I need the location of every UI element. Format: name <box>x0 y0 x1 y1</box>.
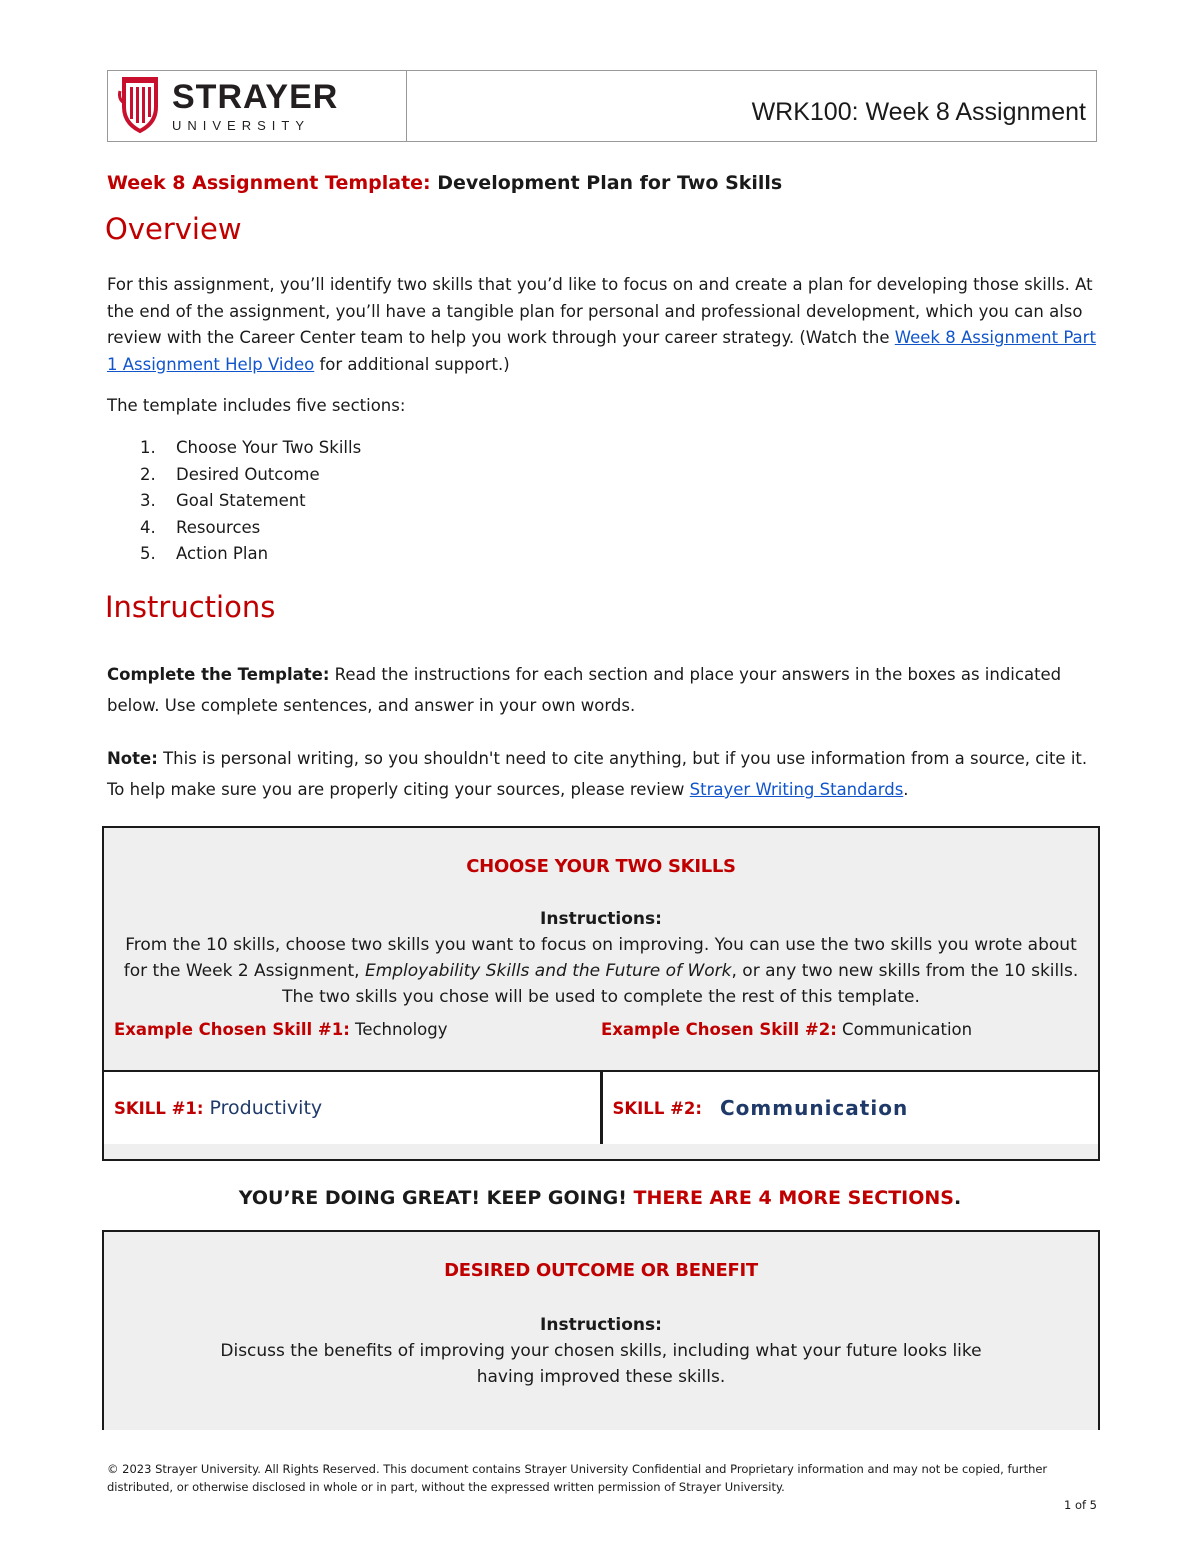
subtitle-label: Week 8 Assignment Template: <box>107 172 431 194</box>
copyright-footer: © 2023 Strayer University. All Rights Reserved. This document contains Strayer University Confidential and Proprietary information and may not be copied, further distributed, or otherwise disclosed in whole or in part, without the expressed written permission of Strayer University. <box>107 1462 1048 1494</box>
template-subtitle <box>107 172 782 194</box>
box-instructions-text: From the 10 skills, choose two skills you want to focus on improving. You can use the two skills you wrote about for the Week 2 Assignment, Employability Skills and the Future of Work, or any two new skills from the 10 skills. The two skills you chose will be used to complete the rest of this template. <box>123 935 1079 1007</box>
list-item: 3. Goal Statement <box>140 491 306 510</box>
note-text: This is personal writing, so you shouldn't need to cite anything, but if you use information from a source, cite it. To help make sure you are properly citing your sources, please review <box>107 749 1088 799</box>
skill-2-value[interactable]: Communication <box>720 1096 909 1120</box>
logo-name: STRAYER <box>172 77 339 116</box>
logo <box>108 71 407 141</box>
overview-text-1: For this assignment, you’ll identify two skills that you’d like to focus on and create a plan for developing those skills. At the end of the assignment, you’ll have a tangible plan for personal and professional development, which you can also review with the Career Center team to help you work through your career strategy. (Watch the <box>107 275 1093 347</box>
list-item: 5. Action Plan <box>140 544 269 563</box>
note-label: Note: <box>107 749 158 768</box>
skill-1-field[interactable]: SKILL #1: Productivity <box>114 1097 323 1119</box>
skill-2-field[interactable]: SKILL #2: Communication <box>600 1072 1099 1144</box>
box-title: CHOOSE YOUR TWO SKILLS <box>466 856 736 877</box>
examples-row <box>104 1020 1098 1070</box>
note-paragraph: Note: This is personal writing, so you shouldn't need to cite anything, but if you use information from a source, cite it. To help make sure you are properly citing your sources, please review Strayer Writing Standards. <box>107 749 1088 799</box>
skill-1-value[interactable]: Productivity <box>209 1097 323 1119</box>
overview-heading: Overview <box>105 212 242 246</box>
shield-logo-icon <box>118 77 162 135</box>
choose-skills-box <box>102 826 1100 1161</box>
complete-text: Read the instructions for each section and place your answers in the boxes as indicated below. Use complete sentences, and answer in your own words. <box>107 665 1062 715</box>
overview-paragraph <box>107 272 1097 378</box>
box-instructions-label: Instructions: <box>540 1315 662 1335</box>
document-title: WRK100: Week 8 Assignment <box>751 98 1086 126</box>
sections-list <box>140 435 361 568</box>
skills-answer-row <box>104 1070 1098 1144</box>
example-skill-1: Example Chosen Skill #1: Technology <box>114 1020 448 1039</box>
complete-label: Complete the Template: <box>107 665 330 684</box>
list-item: 2. Desired Outcome <box>140 464 320 484</box>
list-item: 4. Resources <box>140 517 261 537</box>
document-header <box>107 70 1097 142</box>
sections-intro: The template includes five sections: <box>107 396 406 415</box>
instructions-heading: Instructions <box>105 590 276 624</box>
box-instructions-text: Discuss the benefits of improving your chosen skills, including what your future looks like having improved these skills. <box>220 1341 982 1387</box>
overview-text-2: for additional support.) <box>314 354 510 374</box>
encouragement-banner: YOU’RE DOING GREAT! KEEP GOING! THERE ARE 4 MORE SECTIONS. <box>238 1187 962 1209</box>
help-video-link[interactable]: Week 8 Assignment Part 1 Assignment Help Video <box>107 328 1096 374</box>
box-title: DESIRED OUTCOME OR BENEFIT <box>444 1260 758 1281</box>
subtitle-text: Development Plan for Two Skills <box>437 172 783 194</box>
example-skill-2: Example Chosen Skill #2: Communication <box>601 1020 973 1039</box>
desired-outcome-box <box>102 1230 1100 1430</box>
list-item: 1. Choose Your Two Skills <box>140 438 362 457</box>
complete-template-paragraph <box>107 659 1097 721</box>
page-number: 1 of 5 <box>1063 1498 1097 1512</box>
writing-standards-link[interactable]: Strayer Writing Standards <box>689 780 904 799</box>
logo-subtext: UNIVERSITY <box>172 117 311 133</box>
box-instructions-label: Instructions: <box>540 909 662 929</box>
